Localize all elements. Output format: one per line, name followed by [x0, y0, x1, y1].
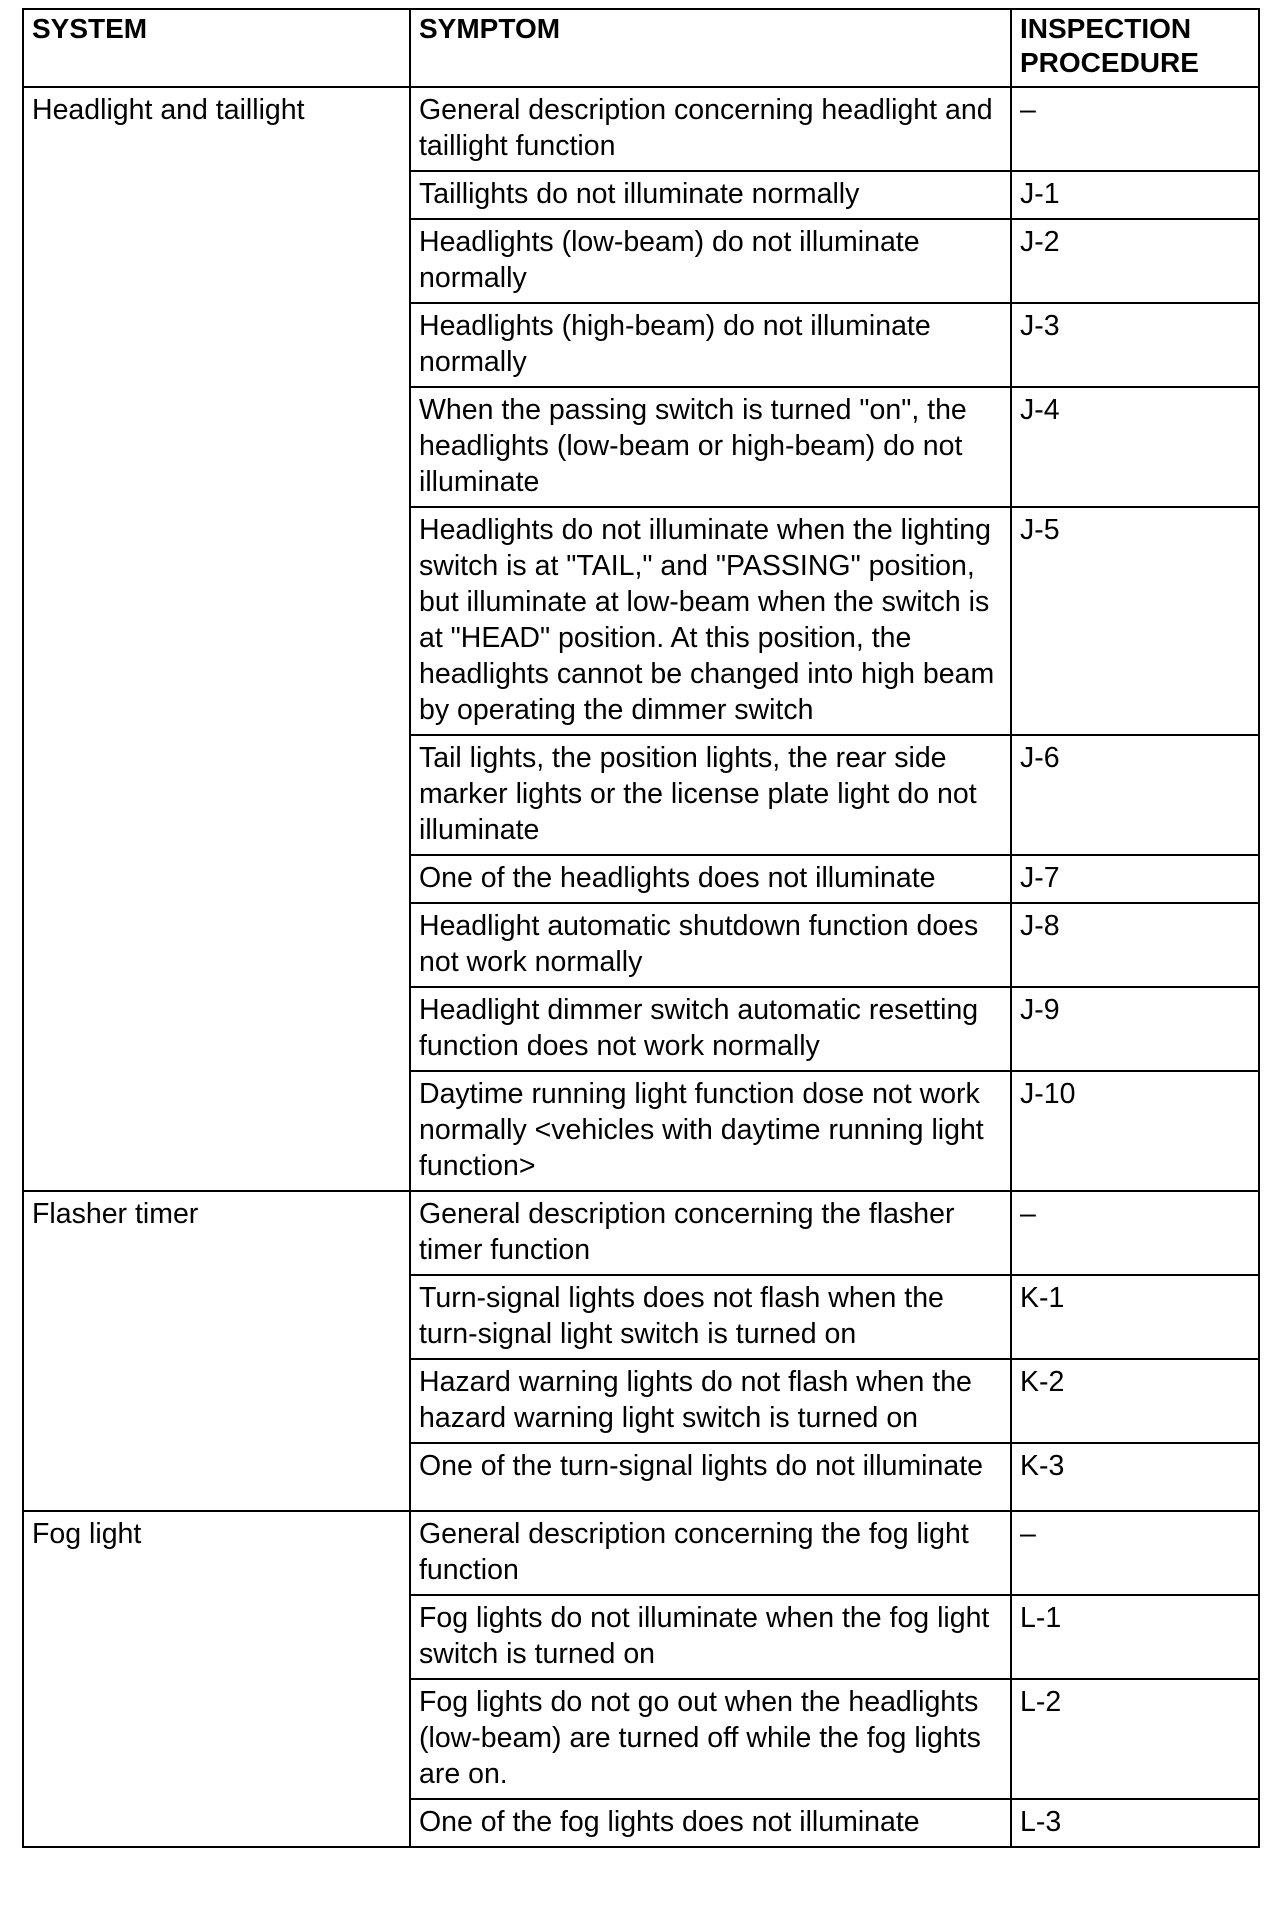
symptom-text: General description concerning the flasher timer function [419, 1198, 955, 1266]
inspection-procedure-cell [1011, 1799, 1259, 1847]
inspection-procedure-cell [1011, 1191, 1259, 1275]
symptom-text: When the passing switch is turned "on", the headlights (low-beam or high-beam) do not illuminate [419, 394, 967, 498]
inspection-procedure-code: J-5 [1020, 514, 1060, 546]
symptom-text: General description concerning the fog light function [419, 1518, 969, 1586]
inspection-procedure-cell [1011, 1071, 1259, 1191]
system-name: Headlight and taillight [32, 94, 305, 126]
symptom-cell [410, 1359, 1011, 1443]
inspection-procedure-cell [1011, 735, 1259, 855]
troubleshooting-table [22, 8, 1260, 1848]
inspection-procedure-cell [1011, 87, 1259, 171]
table-row [23, 87, 1259, 171]
inspection-procedure-cell [1011, 1595, 1259, 1679]
inspection-procedure-code: K-3 [1020, 1450, 1065, 1482]
symptom-cell [410, 987, 1011, 1071]
symptom-text: One of the headlights does not illuminate [419, 862, 936, 894]
symptom-cell [410, 507, 1011, 735]
symptom-text: Hazard warning lights do not flash when the hazard warning light switch is turned on [419, 1366, 972, 1434]
inspection-procedure-cell [1011, 1275, 1259, 1359]
symptom-cell [410, 735, 1011, 855]
system-name: Fog light [32, 1518, 142, 1550]
inspection-procedure-code: K-1 [1020, 1282, 1065, 1314]
symptom-text: Fog lights do not illuminate when the fog light switch is turned on [419, 1602, 990, 1670]
symptom-cell [410, 1071, 1011, 1191]
symptom-text: Taillights do not illuminate normally [419, 178, 860, 210]
inspection-procedure-cell [1011, 303, 1259, 387]
inspection-procedure-code: J-4 [1020, 394, 1060, 426]
table-header-row [23, 9, 1259, 87]
symptom-cell [410, 903, 1011, 987]
inspection-procedure-code: J-3 [1020, 310, 1060, 342]
symptom-cell [410, 855, 1011, 903]
inspection-procedure-cell [1011, 387, 1259, 507]
troubleshooting-table-container [22, 8, 1258, 1848]
system-cell [23, 1191, 410, 1511]
inspection-procedure-cell [1011, 855, 1259, 903]
inspection-procedure-code: L-3 [1020, 1806, 1062, 1838]
symptom-cell [410, 1275, 1011, 1359]
header-inspection-procedure: INSPECTION PROCEDURE [1011, 9, 1259, 87]
inspection-procedure-cell [1011, 1359, 1259, 1443]
symptom-cell [410, 1799, 1011, 1847]
symptom-cell [410, 387, 1011, 507]
symptom-cell [410, 1511, 1011, 1595]
inspection-procedure-code: J-6 [1020, 742, 1060, 774]
table-row [23, 1511, 1259, 1595]
inspection-procedure-cell [1011, 903, 1259, 987]
symptom-text: One of the turn-signal lights do not illuminate [419, 1450, 983, 1482]
symptom-text: One of the fog lights does not illuminate [419, 1806, 920, 1838]
inspection-procedure-cell [1011, 219, 1259, 303]
table-row [23, 1191, 1259, 1275]
symptom-text: Headlight dimmer switch automatic resetting function does not work normally [419, 994, 979, 1062]
inspection-procedure-cell [1011, 171, 1259, 219]
inspection-procedure-code: K-2 [1020, 1366, 1065, 1398]
inspection-procedure-code: J-7 [1020, 862, 1060, 894]
symptom-text: Headlights do not illuminate when the lighting switch is at "TAIL," and "PASSING" position, but illuminate at low-beam when the switch is at "HEAD" position. At this position, the headlights cannot be changed into high beam by operating the dimmer switch [419, 514, 995, 726]
symptom-cell [410, 87, 1011, 171]
inspection-procedure-cell [1011, 1511, 1259, 1595]
table-body [23, 87, 1259, 1847]
symptom-text: Headlight automatic shutdown function does not work normally [419, 910, 979, 978]
symptom-text: Fog lights do not go out when the headlights (low-beam) are turned off while the fog lights are on. [419, 1686, 981, 1790]
symptom-cell [410, 303, 1011, 387]
inspection-procedure-code: J-8 [1020, 910, 1060, 942]
symptom-text: Tail lights, the position lights, the rear side marker lights or the license plate light do not illuminate [419, 742, 977, 846]
inspection-procedure-cell [1011, 1679, 1259, 1799]
symptom-text: Daytime running light function dose not work normally <vehicles with daytime running light function> [419, 1078, 984, 1182]
inspection-procedure-code: L-2 [1020, 1686, 1062, 1718]
system-cell [23, 1511, 410, 1847]
inspection-procedure-code: – [1020, 1198, 1036, 1230]
symptom-text: General description concerning headlight and taillight function [419, 94, 993, 162]
inspection-procedure-cell [1011, 1443, 1259, 1511]
system-name: Flasher timer [32, 1198, 199, 1230]
symptom-cell [410, 219, 1011, 303]
header-symptom: SYMPTOM [410, 9, 1011, 87]
symptom-cell [410, 1679, 1011, 1799]
inspection-procedure-code: J-10 [1020, 1078, 1076, 1110]
symptom-cell [410, 1443, 1011, 1511]
symptom-text: Headlights (high-beam) do not illuminate normally [419, 310, 931, 378]
inspection-procedure-cell [1011, 987, 1259, 1071]
header-system: SYSTEM [23, 9, 410, 87]
inspection-procedure-code: – [1020, 94, 1036, 126]
inspection-procedure-code: J-2 [1020, 226, 1060, 258]
symptom-text: Headlights (low-beam) do not illuminate normally [419, 226, 920, 294]
inspection-procedure-code: J-9 [1020, 994, 1060, 1026]
inspection-procedure-code: L-1 [1020, 1602, 1062, 1634]
symptom-cell [410, 1191, 1011, 1275]
inspection-procedure-code: J-1 [1020, 178, 1060, 210]
symptom-text: Turn-signal lights does not flash when the turn-signal light switch is turned on [419, 1282, 944, 1350]
symptom-cell [410, 1595, 1011, 1679]
symptom-cell [410, 171, 1011, 219]
inspection-procedure-code: – [1020, 1518, 1036, 1550]
inspection-procedure-cell [1011, 507, 1259, 735]
system-cell [23, 87, 410, 1191]
